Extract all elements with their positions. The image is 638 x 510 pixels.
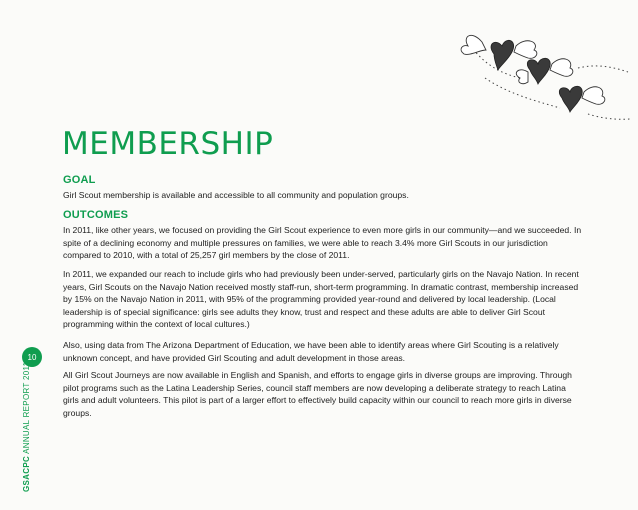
side-label-report: ANNUAL REPORT 2011	[22, 361, 31, 456]
page-title: MEMBERSHIP	[62, 126, 274, 162]
outcomes-paragraph-2: In 2011, we expanded our reach to include girls who had previously been under-served, particularly girls on the Navajo Nation. In recent years, Girl Scouts on the Navajo Nation received mostly staff-run, short-term programming. In dramatic contrast, membership increased by 15% on the Navajo Nation in 2011, with 95% of the programming provided year-round and delivered by local leadership. (Local leadership is of special significance: girls see adults they know, trust and respect and these adults are able to deliver Girl Scout programming within the context of local cultures.)	[63, 269, 579, 330]
goal-heading: GOAL	[63, 174, 96, 186]
page-number: 10	[27, 352, 37, 362]
report-side-label	[22, 362, 31, 492]
outcomes-paragraph-4: All Girl Scout Journeys are now available in English and Spanish, and efforts to engage girls in diverse groups are improving. Through pilot programs such as the Latina Leadership Series, council staff members are now developing a deliberate strategy to reach Latina girls and adult volunteers. This pilot is part of a larger effort to effectively build capacity within our council to reach more girls in diverse groups.	[63, 370, 572, 418]
winged-heart-icon	[516, 58, 573, 84]
winged-hearts-illustration	[450, 20, 635, 130]
outcomes-paragraph-1: In 2011, like other years, we focused on providing the Girl Scout experience to even more girls in our community—and we succeeded. In spite of a declining economy and multiple pressures on families, we were able to reach 3.4% more Girl Scouts in our jurisdiction compared to 2010, with a total of 25,257 girl members by the close of 2011.	[63, 225, 582, 261]
winged-heart-icon	[559, 86, 605, 112]
side-label-org: GSACPC	[22, 455, 31, 492]
goal-text: Girl Scout membership is available and accessible to all community and population groups.	[63, 190, 409, 200]
outcomes-heading: OUTCOMES	[63, 209, 129, 221]
winged-heart-icon	[461, 35, 537, 70]
outcomes-paragraph-3: Also, using data from The Arizona Department of Education, we have been able to identify areas where Girl Scouting is a relatively unknown concept, and have provided Girl Scouting and adult development in those areas.	[63, 340, 559, 363]
